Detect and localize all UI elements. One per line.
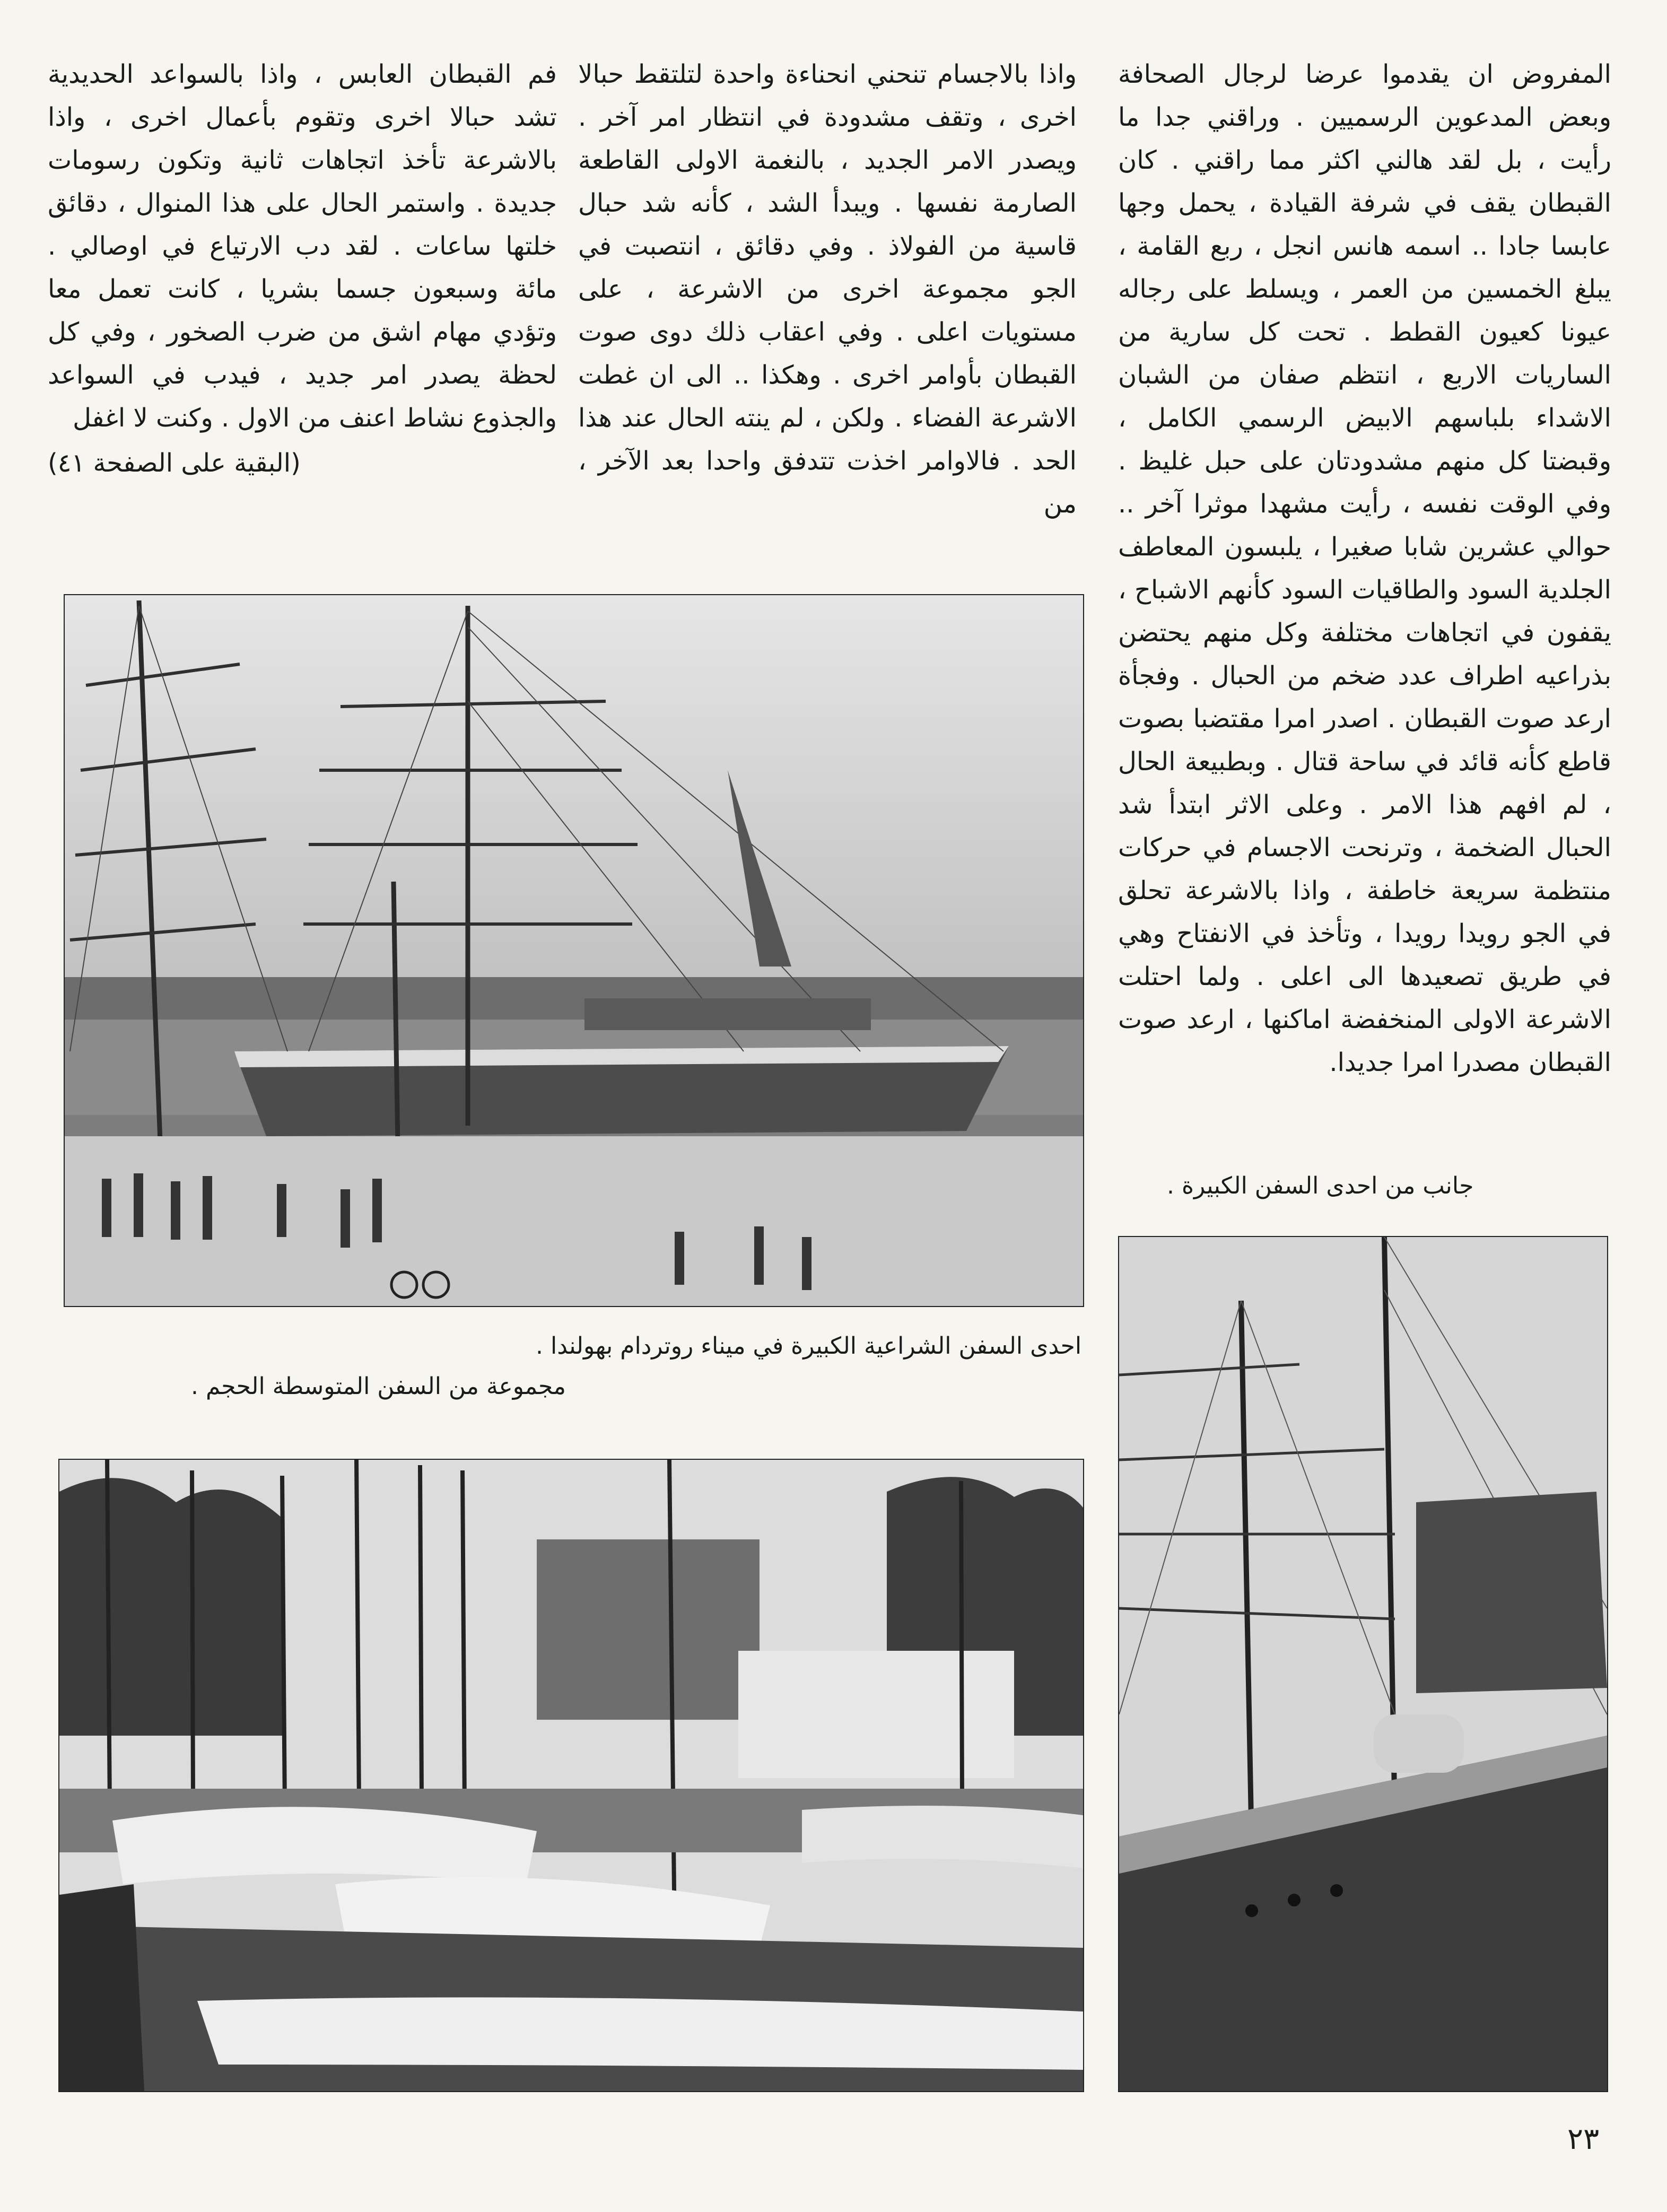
photo-rotterdam-tall-ship <box>64 594 1084 1307</box>
caption-ship-side: جانب من احدى السفن الكبيرة . <box>1167 1172 1474 1199</box>
continued-note: (البقية على الصفحة ٤١) <box>48 448 301 478</box>
caption-harbor: مجموعة من السفن المتوسطة الحجم . <box>191 1373 566 1400</box>
photo-ship-side <box>1118 1236 1608 2092</box>
article-text-right: المفروض ان يقدموا عرضا لرجال الصحافة وبعض المدعوين الرسميين . وراقني جدا ما رأيت ، بل لقد هالني اكثر مما راقني . كان القبطان يقف في شرفة القيادة ، يحمل وجها عابسا جادا .. اسمه هانس انجل ، ربع القامة ، يبلغ الخمسين من العمر ، ويسلط على رجاله عيونا كعيون القطط . تحت كل سارية من الساريات الاربع ، انتظم صفان من الشبان الاشداء بلباسهم الابيض الرسمي الكامل ، وقبضتا كل منهم مشدودتان على حبل غليظ . وفي الوقت نفسه ، رأيت مشهدا موثرا آخر .. حوالي عشرين شابا صغيرا ، يلبسون المعاطف الجلدية السود والطاقيات السود كأنهم الاشباح ، يقفون في اتجاهات مختلفة وكل منهم يحتضن بذراعيه اطراف عدد ضخم من الحبال . وفجأة ارعد صوت القبطان . اصدر امرا مقتضبا بصوت قاطع كأنه قائد في ساحة قتال . وبطبيعة الحال ، لم افهم هذا الامر . وعلى الاثر ابتدأ شد الحبال الضخمة ، وترنحت الاجسام في حركات منتظمة سريعة خاطفة ، واذا بالاشرعة تحلق في الجو رويدا رويدا ، وتأخذ في الانفتاح وهي في طريق تصعيدها الى اعلى . ولما احتلت الاشرعة الاولى المنخفضة اماكنها ، ارعد صوت القبطان مصدرا امرا جديدا. <box>1118 59 1611 1077</box>
caption-rotterdam: احدى السفن الشراعية الكبيرة في ميناء روتردام بهولندا . <box>536 1333 1082 1360</box>
page-number: ٢٣ <box>1567 2122 1600 2156</box>
article-column-middle <box>578 53 1077 526</box>
article-text-left: فم القبطان العابس ، واذا بالسواعد الحديدية تشد حبالا اخرى وتقوم بأعمال اخرى ، واذا بالاشرعة تأخذ اتجاهات ثانية وتكون رسومات جديدة . واستمر الحال على هذا المنوال ، دقائق خلتها ساعات . لقد دب الارتياع في اوصالي . مائة وسبعون جسما بشريا ، كانت تعمل معا وتؤدي مهام اشق من ضرب الصخور ، وفي كل لحظة يصدر امر جديد ، فيدب في السواعد والجذوع نشاط اعنف من الاول . وكنت لا اغفل <box>48 59 557 433</box>
article-column-right <box>1118 53 1611 1084</box>
article-column-left <box>48 53 557 485</box>
article-text-middle: واذا بالاجسام تنحني انحناءة واحدة لتلتقط حبالا اخرى ، وتقف مشدودة في انتظار امر آخر . ويصدر الامر الجديد ، بالنغمة الاولى القاطعة الصارمة نفسها . ويبدأ الشد ، كأنه شد حبال قاسية من الفولاذ . وفي دقائق ، انتصبت في الجو مجموعة اخرى من الاشرعة ، على مستويات اعلى . وفي اعقاب ذلك دوى صوت القبطان بأوامر اخرى . وهكذا .. الى ان غطت الاشرعة الفضاء . ولكن ، لم ينته الحال عند هذا الحد . فالاوامر اخذت تتدفق واحدا بعد الآخر ، من <box>578 59 1077 519</box>
photo-harbor-boats <box>58 1459 1084 2092</box>
